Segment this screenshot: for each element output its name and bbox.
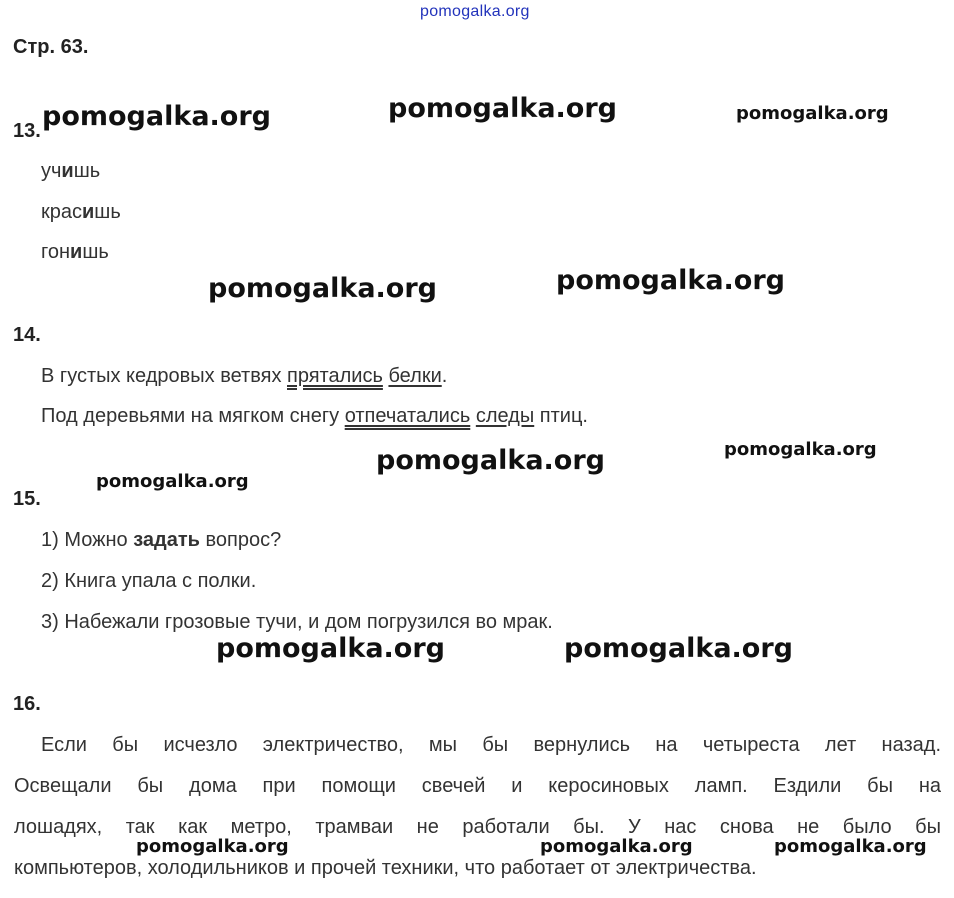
exercise-13-word-1: учишь <box>41 160 101 182</box>
exercise-16-paragraph <box>14 725 941 889</box>
exercise-14-number: 14. <box>13 324 41 346</box>
exercise-15-line-1: 1) Можно задать вопрос? <box>41 529 282 551</box>
predicate-underline: прятались <box>287 365 383 387</box>
exercise-14-sentence-2: Под деревьями на мягком снегу отпечатались следы птиц. <box>41 405 588 427</box>
page-label: Стр. 63. <box>13 36 89 58</box>
watermark: pomogalka.org <box>136 836 289 857</box>
watermark: pomogalka.org <box>216 633 445 664</box>
subject-underline: белки <box>388 365 442 387</box>
watermark: pomogalka.org <box>42 101 271 132</box>
exercise-15-number: 15. <box>13 488 41 510</box>
watermark: pomogalka.org <box>736 103 889 124</box>
paragraph-line: Если бы исчезло электричество, мы бы вернулись на четыреста лет назад. <box>41 734 941 756</box>
paragraph-line: лошадях, так как метро, трамваи не работали бы. У нас снова не было бы <box>14 816 941 838</box>
exercise-13-number: 13. <box>13 120 41 142</box>
exercise-13-word-3: гонишь <box>41 241 109 263</box>
watermark: pomogalka.org <box>208 273 437 304</box>
exercise-14-sentence-1: В густых кедровых ветвях прятались белки. <box>41 365 448 387</box>
watermark: pomogalka.org <box>96 471 249 492</box>
exercise-13-word-2: красишь <box>41 201 121 223</box>
watermark: pomogalka.org <box>376 445 605 476</box>
watermark: pomogalka.org <box>556 265 785 296</box>
watermark: pomogalka.org <box>540 836 693 857</box>
paragraph-line: компьютеров, холодильников и прочей техники, что работает от электричества. <box>14 857 757 879</box>
exercise-16-number: 16. <box>13 693 41 715</box>
subject-underline: следы <box>475 405 535 427</box>
watermark: pomogalka.org <box>388 93 617 124</box>
header-watermark: pomogalka.org <box>420 3 530 20</box>
exercise-15-line-2: 2) Книга упала с полки. <box>41 570 257 592</box>
paragraph-line: Освещали бы дома при помощи свечей и керосиновых ламп. Ездили бы на <box>14 775 941 797</box>
watermark: pomogalka.org <box>724 439 877 460</box>
exercise-15-line-3: 3) Набежали грозовые тучи, и дом погрузился во мрак. <box>41 611 553 633</box>
watermark: pomogalka.org <box>564 633 793 664</box>
watermark: pomogalka.org <box>774 836 927 857</box>
predicate-underline: отпечатались <box>344 405 471 427</box>
